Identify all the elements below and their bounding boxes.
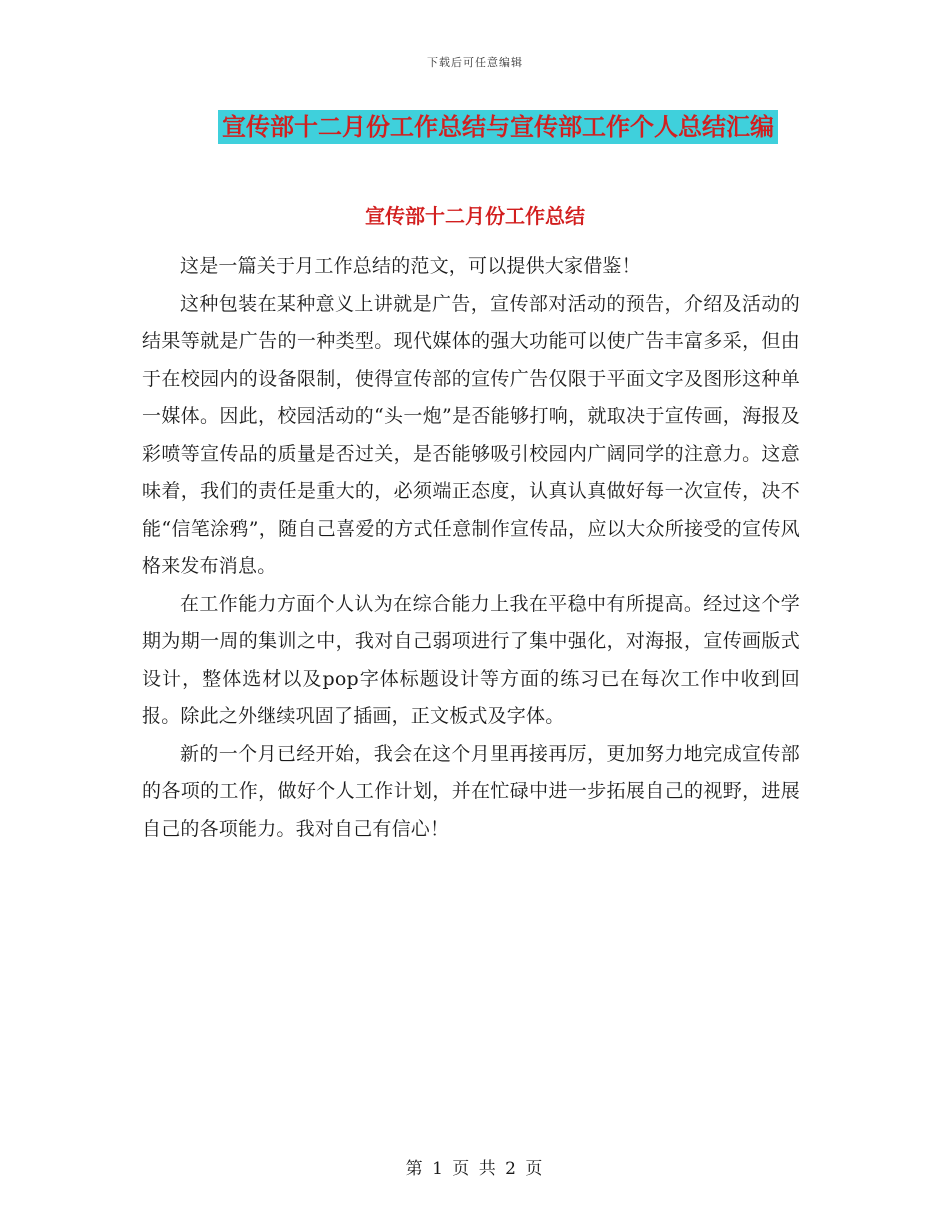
- main-title: 宣传部十二月份工作总结与宣传部工作个人总结汇编: [218, 110, 778, 144]
- main-title-container: [0, 110, 950, 144]
- paragraph-packaging: 这种包装在某种意义上讲就是广告，宣传部对活动的预告，介绍及活动的结果等就是广告的一种类型。现代媒体的强大功能可以使广告丰富多采，但由于在校园内的设备限制，使得宣传部的宣传广告仅限于平面文字及图形这种单一媒体。因此，校园活动的“头一炮”是否能够打响，就取决于宣传画，海报及彩喷等宣传品的质量是否过关，是否能够吸引校园内广阔同学的注意力。这意味着，我们的责任是重大的，必须端正态度，认真认真做好每一次宣传，决不能“信笔涂鸦”，随自己喜爱的方式任意制作宣传品，应以大众所接受的宣传风格来发布消息。: [142, 292, 800, 577]
- section-title: 宣传部十二月份工作总结: [365, 204, 585, 228]
- paragraph-outlook: 新的一个月已经开始，我会在这个月里再接再厉，更加努力地完成宣传部的各项的工作，做好个人工作计划，并在忙碌中进一步拓展自己的视野，进展自己的各项能力。我对自己有信心！: [142, 742, 800, 840]
- header-note: 下载后可任意编辑: [427, 56, 523, 69]
- page-number: 第 1 页 共 2 页: [405, 1159, 545, 1179]
- body-text: [142, 248, 800, 848]
- paragraph-ability: 在工作能力方面个人认为在综合能力上我在平稳中有所提高。经过这个学期为期一周的集训之中，我对自己弱项进行了集中强化，对海报，宣传画版式设计，整体选材以及pop字体标题设计等方面的练习已在每次工作中收到回报。除此之外继续巩固了插画，正文板式及字体。: [142, 592, 800, 727]
- paragraph-intro: 这是一篇关于月工作总结的范文，可以提供大家借鉴！: [180, 255, 641, 277]
